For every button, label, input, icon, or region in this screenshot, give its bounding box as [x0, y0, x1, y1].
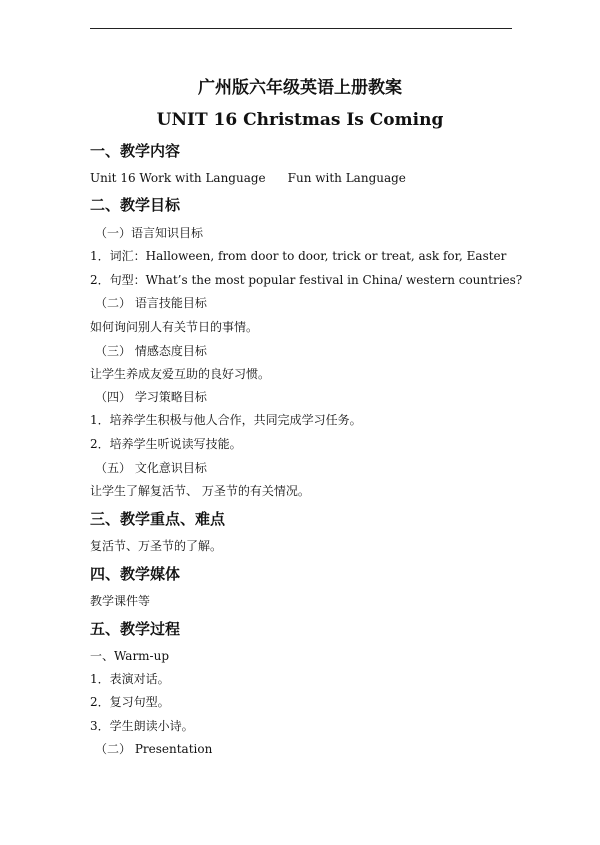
goal-attitude-text: 让学生养成友爱互助的良好习惯。 — [90, 367, 271, 381]
goal-culture-text: 让学生了解复活节、 万圣节的有关情况。 — [90, 484, 310, 498]
process-presentation-title: （二） Presentation — [95, 742, 213, 756]
goal-strategy-title: （四） 学习策略目标 — [95, 390, 207, 404]
media-text: 教学课件等 — [90, 594, 151, 608]
goal-skill-text: 如何询问别人有关节日的事情。 — [90, 320, 259, 334]
goal-knowledge-sentence: 2．句型：What’s the most popular festival in China/ western countries? — [90, 273, 523, 287]
goal-strategy-item-1: 1．培养学生积极与他人合作，共同完成学习任务。 — [90, 413, 362, 427]
section-heading-focus: 三、教学重点、难点 — [90, 510, 226, 528]
document-title: 广州版六年级英语上册教案 — [198, 78, 402, 98]
content-line — [90, 172, 406, 184]
process-warmup-item-2: 2．复习句型。 — [90, 695, 170, 709]
section-heading-media: 四、教学媒体 — [90, 565, 181, 583]
header-rule — [90, 28, 512, 29]
process-warmup-title: 一、Warm-up — [90, 649, 170, 663]
process-warmup-item-3: 3．学生朗读小诗。 — [90, 719, 194, 733]
process-warmup-item-1: 1．表演对话。 — [90, 672, 170, 686]
goal-knowledge-vocabulary: 1．词汇：Halloween, from door to door, trick or treat, ask for, Easter — [90, 249, 507, 263]
goal-knowledge-title: （一）语言知识目标 — [95, 226, 204, 240]
section-heading-goals: 二、教学目标 — [90, 196, 181, 214]
goal-strategy-item-2: 2．培养学生听说读写技能。 — [90, 437, 242, 451]
document-subtitle: UNIT 16 Christmas Is Coming — [156, 110, 444, 130]
goal-attitude-title: （三） 情感态度目标 — [95, 344, 207, 358]
content-part-fun: Fun with Language — [287, 171, 406, 185]
section-heading-content: 一、教学内容 — [90, 142, 181, 160]
focus-text: 复活节、万圣节的了解。 — [90, 539, 223, 553]
content-part-work: Unit 16 Work with Language — [90, 171, 266, 185]
goal-culture-title: （五） 文化意识目标 — [95, 461, 207, 475]
section-heading-process: 五、教学过程 — [90, 620, 181, 638]
goal-skill-title: （二） 语言技能目标 — [95, 296, 207, 310]
